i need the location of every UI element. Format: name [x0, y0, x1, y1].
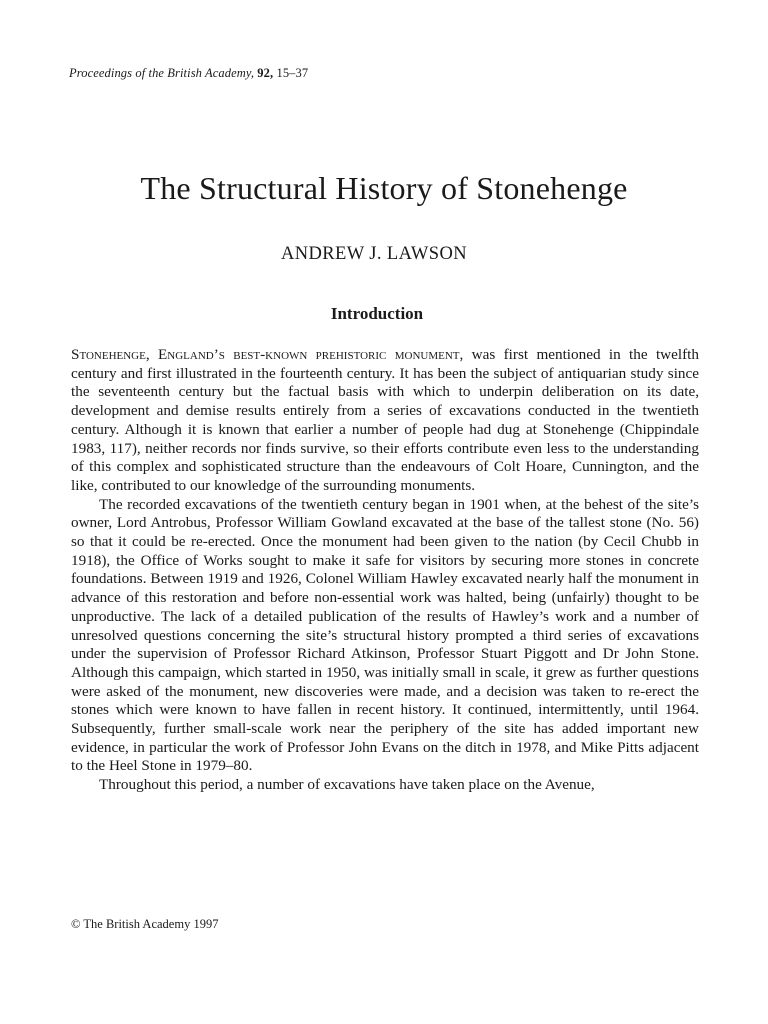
running-head	[69, 66, 308, 81]
page-range: 15–37	[276, 66, 309, 80]
copyright-notice: © The British Academy 1997	[71, 917, 219, 931]
paragraph-1-text: was first mentioned in the twelfth century and first illustrated in the fourteenth century. It has been the subject of antiquarian study since the seventeenth century but the factual basis with which to underpin deliberation on its date, development and demise results entirely from a series of excavations conducted in the twentieth century. Although it is known that earlier a number of people had dug at Stonehenge (Chippindale 1983, 117), neither records nor finds survive, so their efforts contribute even less to the understanding of this complex and sophisticated structure than the endeavours of Colt Hoare, Cunnington, and the like, contributed to our knowledge of the surrounding monuments.	[71, 346, 699, 494]
volume-number: 92,	[257, 66, 274, 80]
paragraph-1-lead: Stonehenge, England’s best-known prehistoric monument,	[71, 346, 464, 363]
paragraph-1	[71, 346, 699, 496]
article-title: The Structural History of Stonehenge	[140, 170, 628, 206]
paragraph-2: The recorded excavations of the twentieth century began in 1901 when, at the behest of the site’s owner, Lord Antrobus, Professor William Gowland excavated at the base of the tallest stone (No. 56) so that it could be re-erected. Once the monument had been given to the nation (by Cecil Chubb in 1918), the Office of Works sought to make it safe for visitors by securing more stones in concrete foundations. Between 1919 and 1926, Colonel William Hawley excavated nearly half the monument in advance of this restoration and before non-essential work was halted, being (unfairly) thought to be unproductive. The lack of a detailed publication of the results of Hawley’s work and a number of unresolved questions concerning the site’s structural history prompted a third series of excavations under the supervision of Professor Richard Atkinson, Professor Stuart Piggott and Dr John Stone. Although this campaign, which started in 1950, was initially small in scale, it grew as further questions were asked of the monument, new discoveries were made, and a decision was taken to re-erect the stones which were known to have fallen in recent history. It continued, intermittently, until 1964. Subsequently, further small-scale work near the periphery of the site has added important new evidence, in particular the work of Professor John Evans on the ditch in 1978, and Mike Pitts adjacent to the Heel Stone in 1979–80.	[71, 495, 699, 775]
section-heading: Introduction	[330, 304, 424, 323]
author-name: ANDREW J. LAWSON	[281, 244, 467, 264]
journal-name: Proceedings of the British Academy,	[69, 66, 255, 80]
body-text	[71, 346, 699, 795]
paragraph-3: Throughout this period, a number of excavations have taken place on the Avenue,	[99, 776, 595, 794]
